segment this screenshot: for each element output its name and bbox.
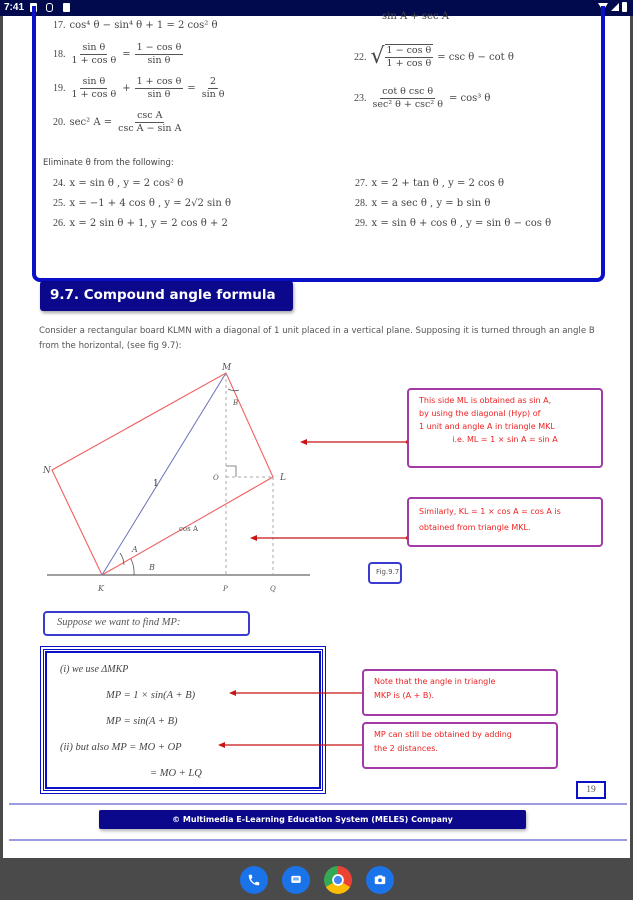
point-label-n: N (43, 466, 51, 476)
equation: x = a sec θ , y = b sin θ (371, 198, 491, 209)
point-label-k: K (98, 584, 104, 593)
equation: x = 2 sin θ + 1, y = 2 cos θ + 2 (69, 218, 228, 229)
derivation-step: MP = sin(A + B) (106, 716, 178, 727)
figure-caption: Fig.9.7 (368, 562, 402, 584)
square-root: √ $\frac{\text{1 − cos θ}}{\text{1 + cos θ}}$ (370, 44, 432, 69)
equation: cos⁴ θ − sin⁴ θ + 1 = 2 cos² θ (69, 20, 218, 31)
app-dock (0, 858, 633, 900)
derivation-step: (ii) but also MP = MO + OP (60, 742, 182, 753)
numerator: csc A (137, 110, 163, 121)
point-label-o: O (213, 474, 219, 482)
denominator: sin θ (201, 89, 225, 100)
section-title: 9.7. Compound angle formula (40, 281, 293, 311)
point-label-l: L (280, 473, 286, 483)
callout-line: Similarly, KL = 1 × cos A = cos A is (419, 507, 561, 516)
denominator: sin θ (147, 55, 171, 66)
derivation-step: MP = 1 × sin(A + B) (106, 690, 196, 701)
equation: x = −1 + 4 cos θ , y = 2√2 sin θ (69, 198, 232, 209)
equation: x = 2 + tan θ , y = 2 cos θ (371, 178, 505, 189)
exercise-number: 20. (53, 117, 66, 128)
chrome-app-button[interactable] (324, 866, 352, 894)
eliminate-instruction: Eliminate θ from the following: (43, 158, 174, 168)
phone-icon (247, 873, 261, 887)
divider (9, 839, 627, 841)
exercise-number: 25. (53, 198, 66, 209)
point-label-p: P (223, 585, 228, 593)
callout-line: 1 unit and angle A in triangle MKL (419, 422, 555, 431)
footer-copyright: © Multimedia E-Learning Education System (MELES) Company (99, 810, 526, 829)
callout-mp-distances (362, 722, 558, 769)
exercise-number: 23. (354, 93, 367, 104)
derivation-step: (i) we use ΔMKP (60, 664, 129, 675)
angle-a-label: A (132, 545, 138, 554)
numerator: 1 + cos θ (136, 76, 182, 87)
denominator: 1 + cos θ (71, 55, 117, 66)
equals-operator: = (187, 83, 196, 94)
numerator: sin θ (82, 42, 106, 53)
signal-icon (611, 3, 619, 11)
equation-rhs: = cos³ θ (448, 93, 491, 104)
callout-angle-mkp (362, 669, 558, 716)
callout-line: obtained from triangle MKL. (419, 523, 531, 532)
equation: x = sin θ + cos θ , y = sin θ − cos θ (371, 218, 552, 229)
equation-fragment: sin A + sec A (382, 11, 449, 22)
callout-line: Note that the angle in triangle (374, 677, 496, 686)
point-label-m: M (222, 363, 232, 373)
callout-line: i.e. ML = 1 × sin A = sin A (452, 435, 558, 444)
denominator: 1 + cos θ (386, 58, 432, 69)
messages-app-button[interactable] (282, 866, 310, 894)
section-intro: Consider a rectangular board KLMN with a diagonal of 1 unit placed in a vertical plane. Supposing it is turned through an angle B from the horizontal, (see fig 9.7): (39, 326, 595, 351)
point-label-q: Q (270, 585, 276, 593)
operator: = (122, 49, 131, 60)
angle-b-label: B (149, 563, 155, 572)
equation-rhs: = csc θ − cot θ (437, 51, 514, 63)
numerator: sin θ (82, 76, 106, 87)
callout-line: the 2 distances. (374, 744, 438, 753)
camera-icon (373, 873, 387, 887)
phone-app-button[interactable] (240, 866, 268, 894)
exercise-number: 22. (354, 51, 367, 63)
camera-app-button[interactable] (366, 866, 394, 894)
numerator: 1 − cos θ (136, 42, 182, 53)
callout-line: This side ML is obtained as sin A, (419, 396, 552, 405)
exercise-number: 27. (355, 178, 368, 189)
callout-line: MP can still be obtained by adding (374, 730, 512, 739)
equation: x = sin θ , y = 2 cos² θ (69, 178, 184, 189)
diagonal-length-label: 1 (153, 479, 159, 489)
suppose-box: Suppose we want to find MP: (43, 611, 250, 636)
numerator: cot θ csc θ (382, 86, 434, 97)
exercise-number: 26. (53, 218, 66, 229)
denominator: 1 + cos θ (71, 89, 117, 100)
page-number: 19 (576, 781, 606, 799)
equation-lhs: sec² A = (69, 117, 113, 128)
exercise-number: 28. (355, 198, 368, 209)
callout-line: MKP is (A + B). (374, 691, 434, 700)
denominator: sec² θ + csc² θ (372, 99, 443, 110)
document-page[interactable] (3, 11, 630, 858)
callout-line: by using the diagonal (Hyp) of (419, 409, 541, 418)
exercise-number: 18. (53, 49, 66, 60)
messages-icon (289, 873, 303, 887)
exercise-number: 29. (355, 218, 368, 229)
denominator: csc A − sin A (118, 123, 182, 134)
side-kl-label: cos A (179, 525, 199, 533)
denominator: sin θ (147, 89, 171, 100)
battery-icon (622, 2, 627, 12)
plus-operator: + (122, 83, 131, 94)
exercise-number: 24. (53, 178, 66, 189)
divider (9, 803, 627, 805)
angle-b-top-label: B (233, 399, 239, 407)
exercise-number: 19. (53, 83, 66, 94)
numerator: 2 (210, 76, 217, 87)
exercise-number: 17. (53, 20, 66, 31)
numerator: 1 − cos θ (386, 45, 432, 56)
chrome-icon (331, 873, 345, 887)
clock: 7:41 (4, 2, 25, 13)
derivation-step: = MO + LQ (150, 768, 202, 779)
